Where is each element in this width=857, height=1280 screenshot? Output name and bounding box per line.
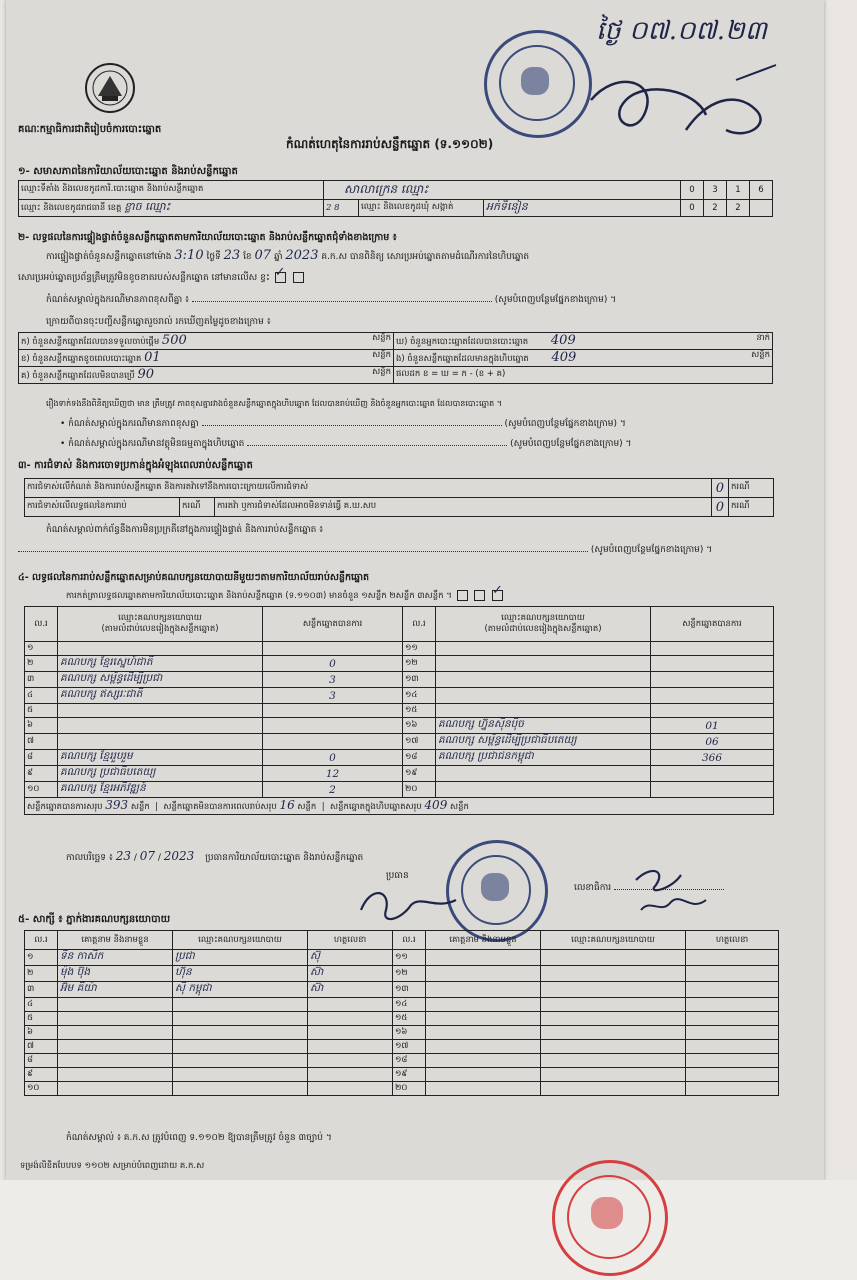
- party-name: គណបក្ស សម្ព័ន្ធដើម្បីប្រជាធិបតេយ្យ: [436, 734, 651, 750]
- party-name: គណបក្ស ខ្មែរស្នេហ៍ជាតិ: [58, 656, 263, 672]
- form-title: កំណត់ហេតុនៃការរាប់សន្លឹកឆ្នោត (ទ.១១០២): [286, 137, 494, 151]
- party-votes: [651, 642, 774, 656]
- witness-sign: ស៊ា: [308, 966, 393, 982]
- row-no: ១៦: [393, 1026, 426, 1040]
- section3-heading: ៣- ការជំទាស់ និងការចោទប្រកាន់ក្នុងអំឡុងពេលរាប់សន្លឹកឆ្នោត: [18, 460, 253, 471]
- table-row: [25, 750, 774, 766]
- table-row: [25, 642, 774, 656]
- party-votes: 06: [651, 734, 774, 750]
- row-no: ២០: [403, 782, 436, 798]
- witness-name: អ៊ឹម គីយ៉ា: [58, 982, 173, 998]
- row-no: ១: [25, 642, 58, 656]
- count-a-value: 500: [161, 333, 187, 348]
- table-row: [25, 1040, 779, 1054]
- witness-party: [541, 1082, 686, 1096]
- witness-name: [426, 950, 541, 966]
- section3-note: កំណត់សម្គាល់ពាក់ព័ន្ធនឹងការមិនប្រក្រតីនៅក្នុងការផ្ទៀងផ្ទាត់ និងការរាប់សន្លឹកឆ្នោត ៖: [46, 525, 324, 535]
- witness-name: ម៉ុង ប៊ុង: [58, 966, 173, 982]
- party-name: គណបក្ស ប្រជាជនកម្ពុជា: [436, 750, 651, 766]
- total-invalid-unit: សន្លឹក: [297, 802, 317, 812]
- total-invalid-value: 16: [279, 798, 295, 812]
- count-c-label: គ) ចំនួនសន្លឹកឆ្នោតដែលមិនបានប្រើ: [21, 371, 135, 381]
- row-no: ១៧: [403, 734, 436, 750]
- witness-sign: [686, 1068, 779, 1082]
- table-row: [25, 950, 779, 966]
- party-name: គណបក្ស ប្រជាធិបតេយ្យ: [58, 766, 263, 782]
- row-no: ១៣: [393, 982, 426, 998]
- col-party-title: ឈ្មោះគណបក្សនយោបាយ: [118, 613, 202, 623]
- secretary-label-text: លេខាធិការ: [574, 883, 612, 893]
- witness-party: [541, 1026, 686, 1040]
- row-no: ៧: [25, 734, 58, 750]
- witness-name: [426, 1082, 541, 1096]
- witness-sign: [308, 1026, 393, 1040]
- para1-a: ការផ្ទៀងផ្ទាត់ចំនួនសន្លឹកឆ្នោតនៅម៉ោង: [46, 252, 172, 262]
- row-no: ៨: [25, 1054, 58, 1068]
- col-party-title: ឈ្មោះគណបក្សនយោបាយ: [501, 613, 585, 623]
- col-sign: ហត្ថលេខា: [686, 931, 779, 950]
- table-row: [25, 1026, 779, 1040]
- official-seal-blue-top: [484, 30, 592, 138]
- row-no: ១០: [25, 1082, 58, 1096]
- witness-sign: [308, 1082, 393, 1096]
- row-no: ១០: [25, 782, 58, 798]
- row-no: ៦: [25, 718, 58, 734]
- col-party: ឈ្មោះគណបក្សនយោបាយ: [173, 931, 308, 950]
- witness-sign: [686, 1012, 779, 1026]
- witness-party: [541, 966, 686, 982]
- count-e-value: 409: [551, 350, 577, 365]
- witness-party: [173, 1082, 308, 1096]
- table-row: [25, 998, 779, 1012]
- dotted-line: [247, 445, 507, 446]
- check-line: រឿងទាក់ទងនឹងពិនិត្យឃើញថា មាន ត្រឹមត្រូវ ភាពខុសគ្នារវាងចំនួនសន្លឹកឆ្នោតក្នុងហិបឆ្នោត ដែលបានរាប់ឃើញ និងចំនួនអ្នកបោះឆ្នោត ដែលបានបោះឆ្នោត ។: [46, 399, 503, 408]
- col-name: គោត្តនាម និងនាមខ្លួន: [58, 931, 173, 950]
- row-no: ៩: [25, 1068, 58, 1082]
- row-no: ៤: [25, 688, 58, 704]
- witness-sign: [308, 1040, 393, 1054]
- row-no: ៨: [25, 750, 58, 766]
- col-party: [436, 607, 651, 642]
- party-name: [436, 704, 651, 718]
- location-value: សាលាក្រេន ឈ្មោះ: [324, 181, 681, 200]
- fill-hint: (សូមបំពេញបន្ថែមផ្នែកខាងក្រោម) ។: [510, 439, 632, 449]
- total-box-unit: សន្លឹក: [450, 802, 469, 812]
- code-digit: 3: [704, 181, 727, 200]
- witness-name: [58, 1068, 173, 1082]
- witness-party: ប្រជា: [173, 950, 308, 966]
- section1-heading: ១- សមាសភាពនៃការិយាល័យបោះឆ្នោត និងរាប់សន្លឹកឆ្នោត: [18, 166, 238, 177]
- witness-sign: [686, 998, 779, 1012]
- row-no: ១៤: [403, 688, 436, 704]
- fill-hint: (សូមបំពេញបន្ថែមផ្នែកខាងក្រោម) ។: [504, 419, 626, 429]
- witness-name: [58, 1054, 173, 1068]
- province-label: [19, 200, 324, 217]
- party-votes: [651, 672, 774, 688]
- party-votes: 3: [263, 672, 403, 688]
- witness-party: [541, 950, 686, 966]
- witness-sign: [686, 1054, 779, 1068]
- party-votes: [263, 642, 403, 656]
- table-row: [25, 766, 774, 782]
- row-no: ១៧: [393, 1040, 426, 1054]
- witness-sign: [686, 1082, 779, 1096]
- table-row: [25, 1082, 779, 1096]
- party-votes: 2: [263, 782, 403, 798]
- witness-party: [541, 998, 686, 1012]
- row-no: ១៩: [393, 1068, 426, 1082]
- witness-sign: [686, 1040, 779, 1054]
- witness-name: [426, 966, 541, 982]
- commune-label: ឈ្មោះ និងលេខកូដឃុំ សង្កាត់: [359, 200, 484, 217]
- row-no: ៩: [25, 766, 58, 782]
- ballot-count-table: [18, 332, 773, 384]
- count-b-label: ខ) ចំនួនសន្លឹកឆ្នោតខូចពេលបោះឆ្នោត: [21, 354, 142, 364]
- witness-sign: [686, 982, 779, 998]
- section4-intro: [66, 583, 505, 602]
- section2-para1: [46, 250, 529, 263]
- checkbox-overfull[interactable]: ✓: [275, 272, 286, 283]
- witness-name: [426, 1012, 541, 1026]
- witness-party: [541, 1054, 686, 1068]
- count-e-unit: សន្លឹក: [751, 350, 770, 360]
- section2-heading: ២- លទ្ធផលនៃការផ្ទៀងផ្ទាត់ចំនួនសន្លឹកឆ្នោតតាមការិយាល័យបោះឆ្នោត និងរាប់សន្លឹកឆ្នោតជុំទាំងខាងក្រោម ៖: [18, 232, 397, 243]
- row-no: ៣: [25, 672, 58, 688]
- objection-unit-2b: ករណី: [729, 498, 774, 517]
- party-name: [436, 642, 651, 656]
- objection-value-1: 0: [711, 479, 728, 498]
- row-no: ១៤: [393, 998, 426, 1012]
- para2-text: សោរប្រអប់ឆ្នោតប្រព័ន្ធត្រឹមត្រូវមិនខូចខាតរបស់សន្លឹកឆ្នោត នៅមានលើស ខ្វះ: [18, 273, 270, 283]
- bullet-1-text: • កំណត់សម្គាល់ក្នុងករណីមានភាពខុសគ្នា: [60, 419, 199, 429]
- row-no: ១: [25, 950, 58, 966]
- table-row: [25, 672, 774, 688]
- witness-name: [426, 1068, 541, 1082]
- section4-heading: ៤- លទ្ធផលនៃការរាប់សន្លឹកឆ្នោតសម្រាប់គណបក្សនយោបាយនីមួយៗតាមការិយាល័យរាប់សន្លឹកឆ្នោត: [18, 572, 370, 583]
- code-digit: 2: [727, 200, 750, 217]
- col-party-sub: (តាមលំដាប់លេខរៀងក្នុងសន្លឹកឆ្នោត): [101, 624, 219, 634]
- col-no: ល.រ: [403, 607, 436, 642]
- bullet-2: [60, 438, 631, 450]
- party-name: [58, 642, 263, 656]
- section5-heading: ៥- សាក្សី ៖ ភ្នាក់ងារគណបក្សនយោបាយ: [18, 914, 171, 925]
- party-name: [58, 734, 263, 750]
- date-line: កាលបរិច្ឆេទ ៖ 23 / 07 / 2023 ប្រធានការិយាល័យបោះឆ្នោត និងរាប់សន្លឹកឆ្នោត: [66, 849, 364, 863]
- section4-intro-text: ការកត់ត្រាលទ្ធផលឆ្នោតតាមការិយាល័យបោះឆ្នោត និងរាប់សន្លឹកឆ្នោត (ទ.១១០៣) មានចំនួន ១សន្លឹក ២សន្លឹក ៣សន្លឹក ។: [66, 591, 452, 601]
- date-month: 07: [139, 849, 156, 863]
- row-no: ១៦: [403, 718, 436, 734]
- code-digit: 6: [750, 181, 773, 200]
- objection-unit-2a: ករណី: [180, 498, 215, 517]
- para1-b: ថ្ងៃទី: [206, 252, 221, 262]
- code-digit: 0: [681, 200, 704, 217]
- objection-label-1: ការជំទាស់លើកំណត់ និងការរាប់សន្លឹកឆ្នោត និងការតវ៉ាទៅនឹងការបោះក្រោយលើការជំទាស់: [25, 479, 712, 498]
- witness-party: [173, 1026, 308, 1040]
- count-d-value: 409: [550, 333, 576, 348]
- formula: ផលដក ខ = ឃ = ក - (ខ + គ): [394, 367, 773, 384]
- background-surface: [0, 1180, 857, 1280]
- province-label-text: ឈ្មោះ និងលេខកូដរាជធានី ខេត្ត: [21, 203, 122, 213]
- witness-sign: [308, 1068, 393, 1082]
- section3-note-line: [18, 544, 712, 556]
- witness-sign: ស៊ុ: [308, 950, 393, 966]
- row-no: ២០: [393, 1082, 426, 1096]
- row-no: ៥: [25, 1012, 58, 1026]
- checkbox-2-sheet[interactable]: [474, 590, 485, 601]
- col-votes: សន្លឹកឆ្នោតបានការ: [263, 607, 403, 642]
- checkbox-underfull[interactable]: [293, 272, 304, 283]
- para3-text: កំណត់សម្គាល់ក្នុងករណីមានភាពខុសពីគ្នា ៖: [46, 295, 190, 305]
- row-no: ១៥: [403, 704, 436, 718]
- party-name: [436, 656, 651, 672]
- para1-year: 2023: [285, 248, 319, 263]
- dotted-line: [202, 425, 502, 426]
- party-votes: 366: [651, 750, 774, 766]
- row-no: ៧: [25, 1040, 58, 1054]
- row-no: ១២: [403, 656, 436, 672]
- checkbox-3-sheet[interactable]: ✓: [492, 590, 503, 601]
- date-label: កាលបរិច្ឆេទ ៖: [66, 853, 113, 863]
- table-row: [25, 782, 774, 798]
- code-digit: 2: [704, 200, 727, 217]
- secretary-signature: [626, 860, 726, 920]
- objection-unit-1: ករណី: [729, 479, 774, 498]
- col-no: ល.រ: [25, 607, 58, 642]
- witness-name: [58, 1012, 173, 1026]
- count-b-value: 01: [144, 350, 161, 365]
- witness-party: [173, 1068, 308, 1082]
- party-votes: [263, 734, 403, 750]
- checkbox-1-sheet[interactable]: [457, 590, 468, 601]
- witness-name: [58, 998, 173, 1012]
- total-valid-value: 393: [105, 798, 129, 812]
- total-invalid-label: សន្លឹកឆ្នោតមិនបានការពេលរាប់សរុប: [163, 802, 277, 812]
- president-signature: [356, 880, 466, 930]
- date-year: 2023: [163, 849, 195, 863]
- witness-party: [541, 1040, 686, 1054]
- count-d-unit: នាក់: [756, 333, 770, 343]
- witness-name: [58, 1082, 173, 1096]
- witness-name: ទិន កាសិក: [58, 950, 173, 966]
- col-name: គោត្តនាម និងនាមខ្លួន: [426, 931, 541, 950]
- commune-value: អក់ទិនៀន: [484, 200, 681, 217]
- witness-party: [173, 998, 308, 1012]
- para1-time: 3:10: [174, 248, 204, 263]
- table-row: [25, 656, 774, 672]
- row-no: ១៩: [403, 766, 436, 782]
- witness-name: [58, 1026, 173, 1040]
- count-c-unit: សន្លឹក: [372, 367, 391, 377]
- row-no: ១២: [393, 966, 426, 982]
- para1-c: ខែ: [243, 252, 252, 262]
- col-no: ល.រ: [393, 931, 426, 950]
- party-votes: [651, 656, 774, 672]
- bullet-2-text: • កំណត់សម្គាល់ក្នុងករណីមានវត្ថុមិនធម្មតាក្នុងហិបឆ្នោត: [60, 439, 245, 449]
- row-no: ៦: [25, 1026, 58, 1040]
- count-c-value: 90: [137, 367, 155, 382]
- dotted-line: [192, 301, 492, 302]
- total-box-value: 409: [424, 798, 448, 812]
- table-row: [25, 704, 774, 718]
- count-b-unit: សន្លឹក: [372, 350, 391, 360]
- total-valid-unit: សន្លឹក: [130, 802, 150, 812]
- witness-party: ស៊ី កម្ពុជា: [173, 982, 308, 998]
- count-d-label: ឃ) ចំនួនអ្នកបោះឆ្នោតដែលបានបោះឆ្នោត: [396, 337, 529, 347]
- table-row: [25, 718, 774, 734]
- code-digit: 0: [681, 181, 704, 200]
- province-code: 2 8: [324, 200, 359, 217]
- count-a-unit: សន្លឹក: [372, 333, 391, 343]
- col-party-sub: (តាមលំដាប់លេខរៀងក្នុងសន្លឹកឆ្នោត): [484, 624, 602, 634]
- section2-para3: [46, 294, 616, 306]
- party-votes: 0: [263, 656, 403, 672]
- para1-month: 07: [254, 248, 272, 263]
- party-name: គណបក្ស ហ្វ៊ុនស៊ិនប៉ិច: [436, 718, 651, 734]
- party-votes: 01: [651, 718, 774, 734]
- witness-sign: [308, 1054, 393, 1068]
- form-footer: ទម្រង់លិខិតបែបបទ ១១០២ សម្រាប់បំពេញដោយ គ.ក.ស: [20, 1161, 205, 1171]
- party-results-table: [24, 606, 774, 815]
- handwritten-signature-top: [586, 60, 786, 150]
- witness-name: [426, 1054, 541, 1068]
- bullet-1: [60, 418, 626, 430]
- party-name: គណបក្ស ខ្មែរអភិវឌ្ឍន៍: [58, 782, 263, 798]
- official-seal-red: [552, 1160, 668, 1276]
- witness-sign: [308, 1012, 393, 1026]
- objection-label-2: ការជំទាស់លើលទ្ធផលនៃការរាប់: [25, 498, 180, 517]
- party-name: [436, 688, 651, 704]
- table-row: [25, 1012, 779, 1026]
- party-votes: 12: [263, 766, 403, 782]
- count-a-label: ក) ចំនួនសន្លឹកឆ្នោតដែលបានទទួលចាប់ផ្តើម: [21, 337, 160, 347]
- witness-sign: [686, 1026, 779, 1040]
- witness-party: [541, 1012, 686, 1026]
- fill-hint: (សូមបំពេញបន្ថែមផ្នែកខាងក្រោម) ។: [590, 545, 713, 555]
- row-no: ៥: [25, 704, 58, 718]
- totals-row: សន្លឹកឆ្នោតបានការសរុប 393 សន្លឹក | សន្លឹកឆ្នោតមិនបានការពេលរាប់សរុប 16 សន្លឹក | សន្លឹកឆ្នោតក្នុងហិបឆ្នោតសរុប 409 សន្លឹក: [25, 798, 774, 815]
- province-value: ខ្លាច ឈ្មោះ: [124, 200, 171, 213]
- code-digit: 1: [727, 181, 750, 200]
- location-label: ឈ្មោះទីតាំង និងលេខកូដការិ.បោះឆ្នោត និងរាប់សន្លឹកឆ្នោត: [19, 181, 324, 200]
- witness-sign: [308, 998, 393, 1012]
- party-name: គណបក្ស សម្ព័ន្ធដើម្បីប្រជា: [58, 672, 263, 688]
- sign-label: ប្រធានការិយាល័យបោះឆ្នោត និងរាប់សន្លឹកឆ្នោត: [205, 853, 364, 863]
- col-votes: សន្លឹកឆ្នោតបានការ: [651, 607, 774, 642]
- witness-name: [426, 982, 541, 998]
- table-row: [25, 1068, 779, 1082]
- col-no: ល.រ: [25, 931, 58, 950]
- row-no: ៣: [25, 982, 58, 998]
- party-name: [58, 718, 263, 734]
- witness-name: [426, 998, 541, 1012]
- dotted-line: [18, 551, 588, 552]
- witness-party: [173, 1012, 308, 1026]
- witness-name: [426, 1040, 541, 1054]
- para1-d: ឆ្នាំ: [273, 252, 283, 262]
- witness-party: [173, 1054, 308, 1068]
- witness-party: [541, 982, 686, 998]
- row-no: ១៥: [393, 1012, 426, 1026]
- row-no: ៤: [25, 998, 58, 1012]
- party-votes: 0: [263, 750, 403, 766]
- party-name: [436, 672, 651, 688]
- president-label: ប្រធាន: [386, 871, 409, 881]
- table-row: [25, 734, 774, 750]
- section5-note: កំណត់សម្គាល់ ៖ គ.ក.ស ត្រូវបំពេញ ទ.១១០២ ឱ្យបានត្រឹមត្រូវ ចំនួន ៣ច្បាប់ ។: [66, 1133, 332, 1143]
- table-row: [25, 688, 774, 704]
- party-votes: [263, 718, 403, 734]
- section2-para2: [18, 265, 306, 284]
- handwritten-date-note: ថ្ងៃ ០៧.០៧.២៣: [596, 16, 767, 46]
- col-party: [58, 607, 263, 642]
- col-party: ឈ្មោះគណបក្សនយោបាយ: [541, 931, 686, 950]
- org-name: គណៈកម្មាធិការជាតិរៀបចំការបោះឆ្នោត: [18, 124, 162, 135]
- witness-sign: [686, 950, 779, 966]
- witness-name: [426, 1026, 541, 1040]
- objection-value-2: 0: [711, 498, 728, 517]
- para1-day: 23: [223, 248, 241, 263]
- objection-label-3: ការតវ៉ា ឬការជំទាស់ដែលអាចមិនទាន់ធ្វើ គ.ឃ.សប: [215, 498, 712, 517]
- party-votes: [263, 704, 403, 718]
- count-e-label: ង) ចំនួនសន្លឹកឆ្នោតដែលមានក្នុងហិបឆ្នោត: [396, 354, 529, 364]
- table-row: [25, 1054, 779, 1068]
- col-sign: ហត្ថលេខា: [308, 931, 393, 950]
- date-day: 23: [115, 849, 131, 863]
- total-valid-label: សន្លឹកឆ្នោតបានការសរុប: [27, 802, 103, 812]
- witness-party: [541, 1068, 686, 1082]
- party-votes: [651, 704, 774, 718]
- party-name: គណបក្ស ខ្មែររួបរួម: [58, 750, 263, 766]
- row-no: ១៨: [393, 1054, 426, 1068]
- section2-para4: ក្រោយពីបានចុះបញ្ជីសន្លឹកឆ្នោតរួចរាល់ រកឃើញតម្លៃដូចខាងក្រោម ៖: [46, 317, 271, 327]
- party-votes: [651, 688, 774, 704]
- row-no: ១៣: [403, 672, 436, 688]
- witness-party: [173, 1040, 308, 1054]
- table-row: [25, 982, 779, 998]
- witness-sign: [686, 966, 779, 982]
- fill-hint: (សូមបំពេញបន្ថែមផ្នែកខាងក្រោម) ។: [494, 295, 617, 305]
- party-name: [58, 704, 263, 718]
- witness-name: [58, 1040, 173, 1054]
- witness-party: ហ៊ុន: [173, 966, 308, 982]
- document-page: [6, 0, 824, 1180]
- party-name: គណបក្ស ឥស្សរៈជាតិ: [58, 688, 263, 704]
- party-name: [436, 766, 651, 782]
- total-box-label: សន្លឹកឆ្នោតក្នុងហិបឆ្នោតសរុប: [329, 802, 422, 812]
- section1-table: [18, 180, 773, 217]
- nec-emblem: [84, 62, 136, 114]
- row-no: ១១: [393, 950, 426, 966]
- party-votes: [651, 782, 774, 798]
- party-votes: [651, 766, 774, 782]
- table-row: [25, 966, 779, 982]
- objection-table: [24, 478, 774, 517]
- row-no: ២: [25, 966, 58, 982]
- party-votes: 3: [263, 688, 403, 704]
- para1-e: គ.ក.ស បានពិនិត្យ សោរប្រអប់ឆ្នោតតាមដំណើរការនៃហិបឆ្នោត: [321, 252, 530, 262]
- row-no: ១១: [403, 642, 436, 656]
- row-no: ២: [25, 656, 58, 672]
- witness-sign: ស៊ា: [308, 982, 393, 998]
- party-name: [436, 782, 651, 798]
- row-no: ១៨: [403, 750, 436, 766]
- witness-table: [24, 930, 779, 1096]
